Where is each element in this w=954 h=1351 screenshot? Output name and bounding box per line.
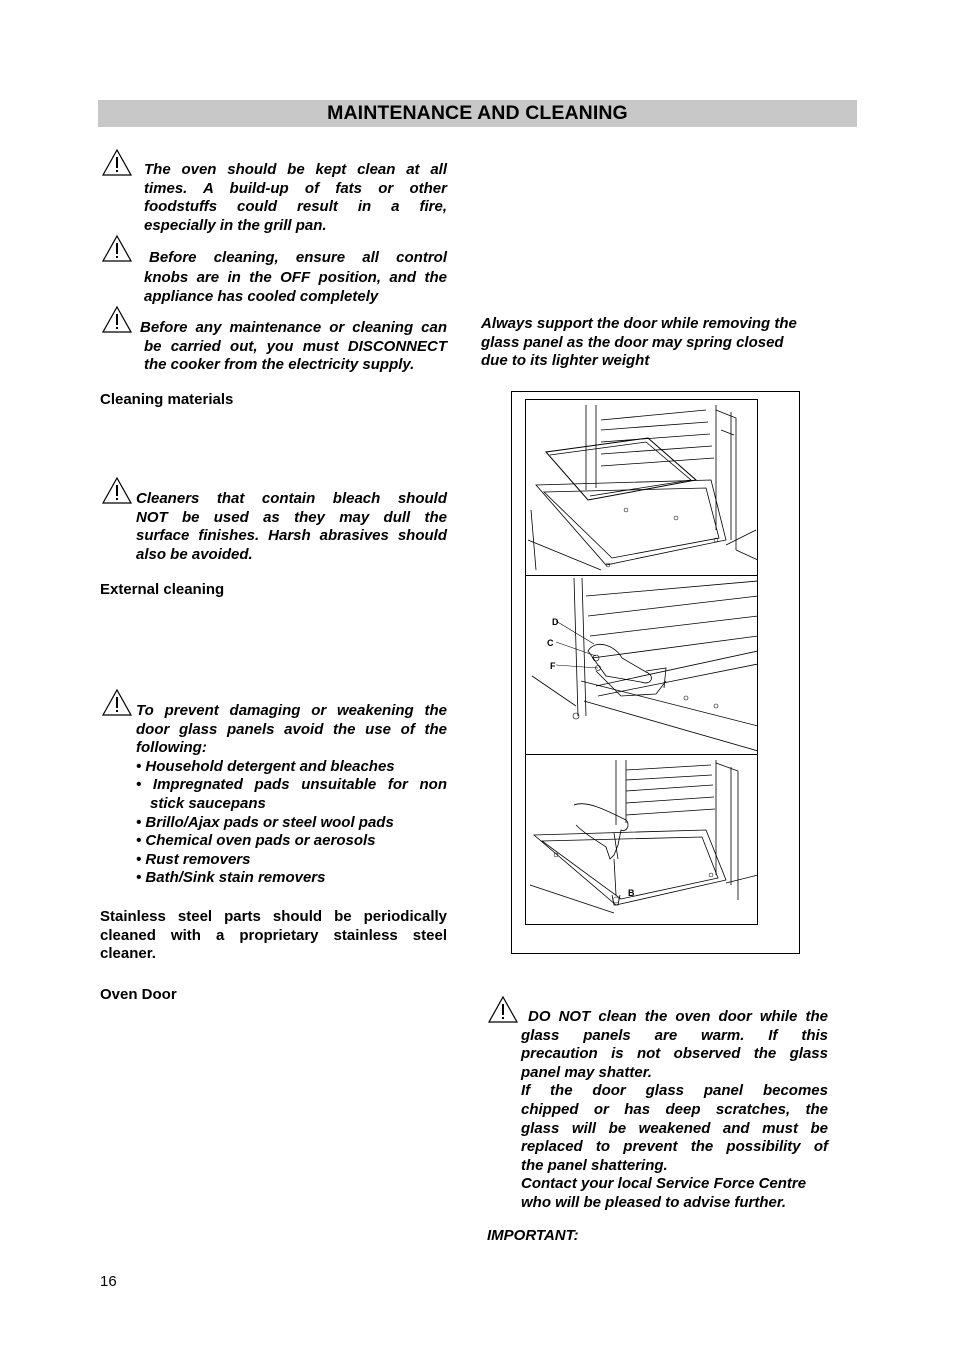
text-line: also be avoided. bbox=[136, 545, 253, 563]
figure-panel-screwdriver bbox=[525, 754, 758, 925]
list-item: • Chemical oven pads or aerosols bbox=[136, 832, 376, 850]
text-line: surface finishes. Harsh abrasives should bbox=[136, 527, 447, 545]
text-line: Before any maintenance or cleaning can bbox=[140, 319, 447, 336]
text-line: Contact your local Service Force Centre bbox=[521, 1175, 807, 1193]
text-line: especially in the grill pan. bbox=[144, 216, 327, 234]
warning-warm-glass bbox=[521, 1008, 828, 1213]
figure-label-c: C bbox=[547, 638, 554, 648]
text-line: If the door glass panel becomes bbox=[521, 1082, 828, 1100]
section-title-bar bbox=[98, 100, 857, 127]
warning-icon bbox=[487, 995, 519, 1025]
heading-cleaning-materials: Cleaning materials bbox=[100, 391, 234, 408]
text-line: the panel shattering. bbox=[521, 1156, 668, 1174]
text-line: Cleaners that contain bleach should bbox=[136, 490, 447, 507]
text-line: who will be pleased to advise further. bbox=[521, 1193, 787, 1211]
text-line: cleaned with a proprietary stainless steel bbox=[100, 926, 447, 944]
text-line: panel may shatter. bbox=[521, 1063, 652, 1081]
text-line: following: bbox=[136, 739, 207, 757]
warning-bleach bbox=[136, 490, 447, 564]
warning-glass-panels bbox=[136, 702, 447, 888]
text-line: foodstuffs could result in a fire, bbox=[144, 198, 447, 216]
warning-icon bbox=[101, 234, 133, 264]
warning-knobs-off bbox=[144, 248, 447, 307]
warning-icon bbox=[101, 688, 133, 718]
text-line: due to its lighter weight bbox=[481, 352, 650, 370]
text-line: glass panels are warm. If this bbox=[521, 1026, 828, 1044]
text-line: cleaner. bbox=[100, 945, 156, 963]
page-title: MAINTENANCE AND CLEANING bbox=[327, 102, 628, 124]
list-item: • Rust removers bbox=[136, 850, 251, 868]
figure-label-b: B bbox=[628, 888, 635, 898]
page-number: 16 bbox=[100, 1273, 117, 1290]
text-line: times. A build-up of fats or other bbox=[144, 179, 447, 197]
text-line: Before cleaning, ensure all control bbox=[149, 249, 447, 266]
heading-external-cleaning: External cleaning bbox=[100, 581, 225, 598]
figure-panel-remove-glass bbox=[525, 399, 758, 576]
text-line: The oven should be kept clean at all bbox=[144, 161, 447, 178]
figure-panel-hinge-detail bbox=[525, 575, 758, 755]
text-line: replaced to prevent the possibility of bbox=[521, 1138, 828, 1156]
figure-label-d: D bbox=[552, 617, 559, 627]
warning-icon bbox=[101, 305, 133, 335]
door-glass-removal-figure bbox=[511, 391, 800, 954]
warning-disconnect bbox=[140, 319, 447, 375]
list-item: • Bath/Sink stain removers bbox=[136, 869, 326, 887]
list-item: • Household detergent and bleaches bbox=[136, 757, 395, 775]
list-item-continuation: stick saucepans bbox=[150, 794, 266, 812]
warning-clean-oven bbox=[144, 161, 447, 235]
list-item: • Brillo/Ajax pads or steel wool pads bbox=[136, 813, 394, 831]
heading-oven-door: Oven Door bbox=[100, 986, 177, 1003]
text-line: knobs are in the OFF position, and the bbox=[144, 268, 447, 286]
text-line: glass will be weakened and must be bbox=[521, 1119, 828, 1137]
text-line: appliance has cooled completely bbox=[144, 288, 379, 305]
text-line: chipped or has deep scratches, the bbox=[521, 1100, 828, 1118]
text-line: NOT be used as they may dull the bbox=[136, 508, 447, 526]
text-line: Always support the door while removing the bbox=[481, 315, 797, 332]
text-line: door glass panels avoid the use of the bbox=[136, 720, 447, 738]
figure-label-f: F bbox=[550, 661, 556, 671]
list-item: • Impregnated pads unsuitable for non bbox=[136, 776, 447, 794]
text-line: Stainless steel parts should be periodically bbox=[100, 908, 447, 925]
text-line: precaution is not observed the glass bbox=[521, 1045, 828, 1063]
warning-icon bbox=[101, 148, 133, 178]
important-label: IMPORTANT: bbox=[487, 1227, 579, 1244]
support-door-note bbox=[481, 315, 831, 371]
text-line: be carried out, you must DISCONNECT bbox=[144, 337, 447, 355]
text-line: DO NOT clean the oven door while the bbox=[528, 1008, 828, 1025]
text-line: To prevent damaging or weakening the bbox=[136, 702, 447, 719]
text-line: glass panel as the door may spring closed bbox=[481, 333, 784, 351]
text-line: the cooker from the electricity supply. bbox=[144, 356, 415, 374]
stainless-steel-paragraph bbox=[100, 908, 447, 964]
warning-icon bbox=[101, 476, 133, 506]
